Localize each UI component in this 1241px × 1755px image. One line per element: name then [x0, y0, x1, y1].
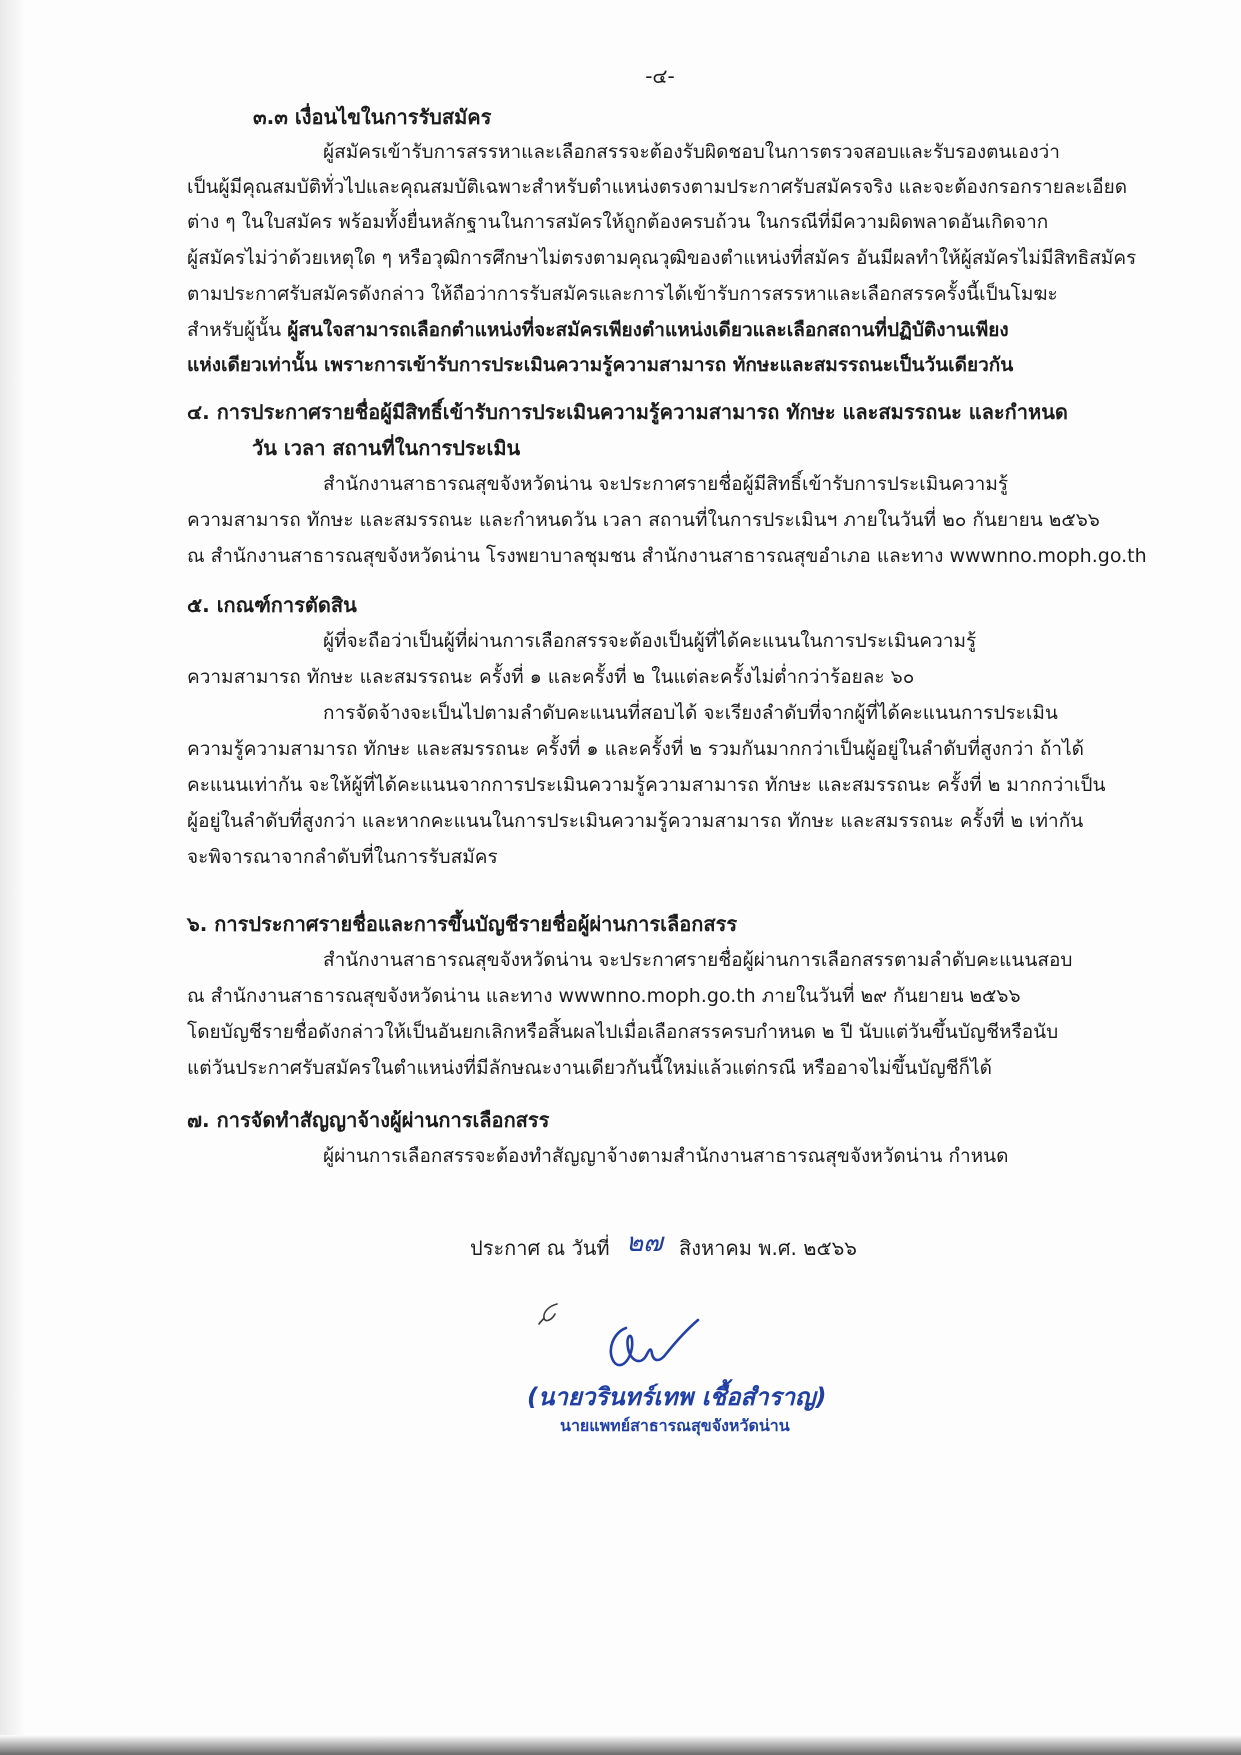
section-7-heading: ๗. การจัดทำสัญญาจ้างผู้ผ่านการเลือกสรร	[187, 1108, 550, 1132]
page-number: -๔-	[645, 64, 675, 88]
signer-name: (นายวรินทร์เทพ เชื้อสำราญ)	[527, 1383, 827, 1411]
section-6-heading: ๖. การประกาศรายชื่อและการขึ้นบัญชีรายชื่อผู้ผ่านการเลือกสรร	[187, 912, 738, 936]
section-3-3-line-6	[187, 317, 1009, 343]
signature-icon	[596, 1310, 706, 1380]
section-4-heading-line-2: วัน เวลา สถานที่ในการประเมิน	[252, 436, 521, 460]
scan-edge-shadow-bottom	[0, 1735, 1241, 1755]
section-6-line-2: ณ สำนักงานสาธารณสุขจังหวัดน่าน และทาง wwwnno.moph.go.th ภายในวันที่ ๒๙ กันยายน ๒๕๖๖	[187, 985, 1021, 1007]
section-4-line-2: ความสามารถ ทักษะ และสมรรถนะ และกำหนดวัน เวลา สถานที่ในการประเมินฯ ภายในวันที่ ๒๐ กันยายน ๒๕๖๖	[187, 509, 1100, 531]
section-6-line-3: โดยบัญชีรายชื่อดังกล่าวให้เป็นอันยกเลิกหรือสิ้นผลไปเมื่อเลือกสรรครบกำหนด ๒ ปี นับแต่วันขึ้นบัญชีหรือนับ	[187, 1021, 1059, 1043]
section-5-line-2: ความสามารถ ทักษะ และสมรรถนะ ครั้งที่ ๑ และครั้งที่ ๒ ในแต่ละครั้งไม่ต่ำกว่าร้อยละ ๖๐	[187, 666, 915, 688]
section-4-line-1: สำนักงานสาธารณสุขจังหวัดน่าน จะประกาศรายชื่อผู้มีสิทธิ์เข้ารับการประเมินความรู้	[323, 473, 1009, 495]
announcement-date	[470, 1226, 857, 1267]
scan-edge-shadow-left	[0, 0, 26, 1755]
section-7-line-1: ผู้ผ่านการเลือกสรรจะต้องทำสัญญาจ้างตามสำนักงานสาธารณสุขจังหวัดน่าน กำหนด	[323, 1145, 1009, 1167]
section-5-line-7: จะพิจารณาจากลำดับที่ในการรับสมัคร	[187, 846, 498, 868]
section-3-3-line-6-bold: ผู้สนใจสามารถเลือกตำแหน่งที่จะสมัครเพียงตำแหน่งเดียวและเลือกสถานที่ปฏิบัติงานเพียง	[287, 319, 1009, 341]
section-4-line-3: ณ สำนักงานสาธารณสุขจังหวัดน่าน โรงพยาบาลชุมชน สำนักงานสาธารณสุขอำเภอ และทาง wwwnno.moph.go.th	[187, 545, 1147, 567]
section-3-3-line-3: ต่าง ๆ ในใบสมัคร พร้อมทั้งยื่นหลักฐานในการสมัครให้ถูกต้องครบถ้วน ในกรณีที่มีความผิดพลาดอันเกิดจาก	[187, 211, 1049, 233]
section-3-3-line-4: ผู้สมัครไม่ว่าด้วยเหตุใด ๆ หรือวุฒิการศึกษาไม่ตรงตามคุณวุฒิของตำแหน่งที่สมัคร อันมีผลทำให้ผู้สมัครไม่มีสิทธิสมัคร	[187, 247, 1137, 269]
section-3-3-heading: ๓.๓ เงื่อนไขในการรับสมัคร	[253, 105, 492, 129]
date-prefix: ประกาศ ณ วันที่	[470, 1236, 610, 1260]
section-3-3-line-5: ตามประกาศรับสมัครดังกล่าว ให้ถือว่าการรับสมัครและการได้เข้ารับการสรรหาและเลือกสรรครั้งนี้เป็นโมฆะ	[187, 283, 1058, 305]
section-3-3-line-2: เป็นผู้มีคุณสมบัติทั่วไปและคุณสมบัติเฉพาะสำหรับตำแหน่งตรงตามประกาศรับสมัครจริง และจะต้องกรอกรายละเอียด	[187, 176, 1128, 198]
section-3-3-line-7: แห่งเดียวเท่านั้น เพราะการเข้ารับการประเมินความรู้ความสามารถ ทักษะและสมรรถนะเป็นวันเดียวกัน	[187, 354, 1014, 376]
section-4-heading-line-1: ๔. การประกาศรายชื่อผู้มีสิทธิ์เข้ารับการประเมินความรู้ความสามารถ ทักษะ และสมรรถนะ และกำหนด	[187, 400, 1068, 424]
section-6-line-1: สำนักงานสาธารณสุขจังหวัดน่าน จะประกาศรายชื่อผู้ผ่านการเลือกสรรตามลำดับคะแนนสอบ	[323, 949, 1073, 971]
section-5-line-3: การจัดจ้างจะเป็นไปตามลำดับคะแนนที่สอบได้ จะเรียงลำดับที่จากผู้ที่ได้คะแนนการประเมิน	[323, 702, 1058, 724]
section-5-line-5: คะแนนเท่ากัน จะให้ผู้ที่ได้คะแนนจากการประเมินความรู้ความสามารถ ทักษะ และสมรรถนะ ครั้งที่ ๒ มากกว่าเป็น	[187, 774, 1106, 796]
initial-mark-icon	[537, 1300, 563, 1326]
section-5-line-6: ผู้อยู่ในลำดับที่สูงกว่า และหากคะแนนในการประเมินความรู้ความสามารถ ทักษะ และสมรรถนะ ครั้งที่ ๒ เท่ากัน	[187, 810, 1084, 832]
section-3-3-line-1: ผู้สมัครเข้ารับการสรรหาและเลือกสรรจะต้องรับผิดชอบในการตรวจสอบและรับรองตนเองว่า	[323, 141, 1060, 163]
section-6-line-4: แต่วันประกาศรับสมัครในตำแหน่งที่มีลักษณะงานเดียวกันนี้ใหม่แล้วแต่กรณี หรืออาจไม่ขึ้นบัญชีก็ได้	[187, 1057, 992, 1079]
handwritten-day: ๒๗	[625, 1228, 663, 1258]
section-5-line-1: ผู้ที่จะถือว่าเป็นผู้ที่ผ่านการเลือกสรรจะต้องเป็นผู้ที่ได้คะแนนในการประเมินความรู้	[323, 630, 977, 652]
section-5-line-4: ความรู้ความสามารถ ทักษะ และสมรรถนะ ครั้งที่ ๑ และครั้งที่ ๒ รวมกันมากกว่าเป็นผู้อยู่ในลำดับที่สูงกว่า ถ้าได้	[187, 738, 1084, 760]
section-3-3-line-6-normal: สำหรับผู้นั้น	[187, 319, 282, 341]
section-5-heading: ๕. เกณฑ์การตัดสิน	[187, 593, 357, 617]
date-suffix: สิงหาคม พ.ศ. ๒๕๖๖	[679, 1236, 857, 1260]
signer-title: นายแพทย์สาธารณสุขจังหวัดน่าน	[560, 1416, 790, 1435]
